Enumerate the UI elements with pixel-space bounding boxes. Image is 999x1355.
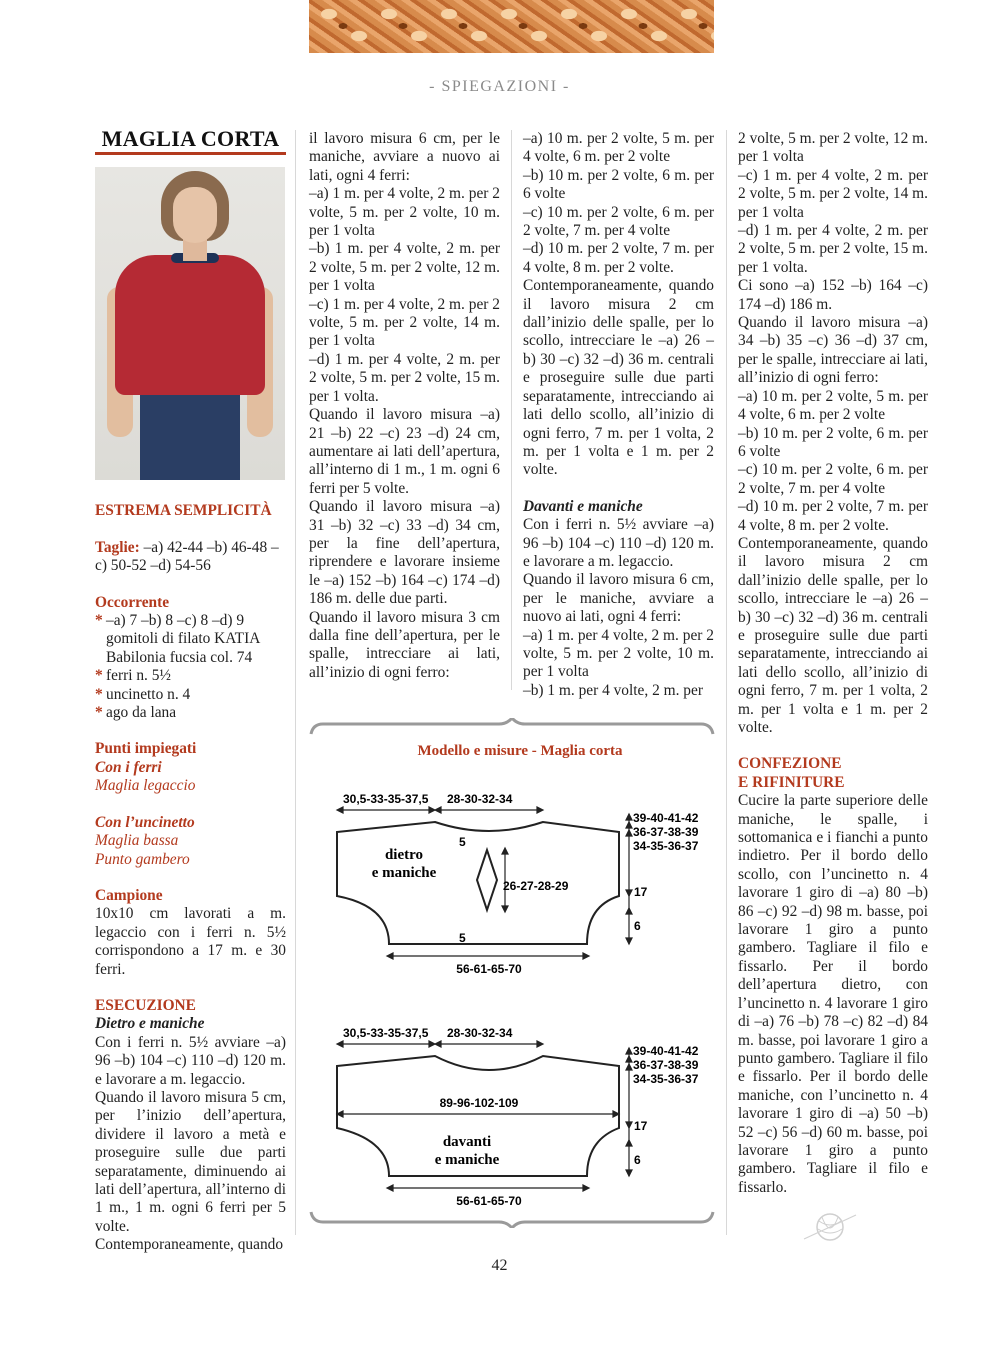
col2-para: Quando il lavoro misura –a) 31 –b) 32 –c) 33 –d) 34 cm, per la fine dell’apertura, riprendere e lavorare insieme le –a) 152 –b) 164 –c) 174 –d) 186 m. delle due parti. (309, 498, 500, 608)
header-yarn-photo (309, 0, 714, 53)
column-3 (523, 130, 714, 700)
col4-para: Ci sono –a) 152 –b) 164 –c) 174 –d) 186 m. (738, 277, 928, 313)
front-top-left-label: 30,5-33-35-37,5 (343, 1026, 429, 1040)
subtitle: ESTREMA SEMPLICITÀ (95, 502, 272, 520)
back-name-2: e maniche (371, 865, 437, 881)
col3-para: –b) 1 m. per 4 volte, 2 m. per (523, 681, 703, 699)
col4-para: –b) 10 m. per 2 volte, 6 m. per 6 volte (738, 424, 928, 460)
punti-unc-2: Punto gambero (95, 850, 190, 868)
taglie (95, 539, 286, 576)
col2-para: Quando il lavoro misura –a) 21 –b) 22 –c) 23 –d) 24 cm, aumentare ai lati dell’apertura, all’interno di 1 m., 1 m. ogni 6 ferri per 5 volte. (309, 406, 500, 497)
col4-para: –a) 10 m. per 2 volte, 5 m. per 4 volte, 6 m. per 2 volte (738, 387, 928, 424)
col3-para: –b) 10 m. per 2 volte, 6 m. per 6 volte (523, 166, 714, 203)
back-right-label-3: 34-35-36-37 (633, 839, 699, 853)
col2-para: Quando il lavoro misura 3 cm dalla fine dell’apertura, per le spalle, intrecciare ai lati, all’inizio di ogni ferro: (309, 608, 500, 681)
back-opening-label: 26-27-28-29 (503, 879, 569, 893)
col3-para: Con i ferri n. 5½ avviare –a) 96 –b) 104 –c) 110 –d) 120 m. e lavorare a m. legaccio. (523, 516, 714, 570)
punti-ferri-label: Con i ferri (95, 758, 162, 776)
column-divider (511, 130, 512, 690)
column-2 (309, 130, 500, 682)
occorrente-item: * ago da lana (95, 704, 177, 722)
col3-para: –c) 10 m. per 2 volte, 6 m. per 2 volte, 7 m. per 4 volte (523, 203, 714, 240)
front-6-label: 6 (634, 1153, 641, 1167)
confezione-title-2: E RIFINITURE (738, 773, 845, 791)
pattern-title: MAGLIA CORTA (101, 126, 280, 151)
col2-para: il lavoro misura 6 cm, per le maniche, avviare a nuovo ai lati, ogni 4 ferri: (309, 130, 500, 184)
column-left (95, 126, 286, 1255)
back-top-left-label: 30,5-33-35-37,5 (343, 792, 429, 806)
back-6-label: 6 (634, 919, 641, 933)
column-divider (295, 130, 296, 1235)
davanti-title: Davanti e maniche (523, 497, 643, 515)
back-right-label-1: 39-40-41-42 (633, 811, 699, 825)
back-five-top: 5 (459, 835, 466, 849)
col2-para: –d) 1 m. per 4 volte, 2 m. per 2 volte, 5 m. per 2 volte, 15 m. per 1 volta. (309, 350, 500, 405)
col2-para: –b) 1 m. per 4 volte, 2 m. per 2 volte, 5 m. per 2 volte, 12 m. per 1 volta (309, 240, 500, 295)
front-top-mid-label: 28-30-32-34 (447, 1026, 513, 1040)
front-width-label: 89-96-102-109 (439, 1096, 519, 1110)
punti-unc-label: Con l’uncinetto (95, 813, 195, 831)
col4-para: –c) 10 m. per 2 volte, 6 m. per 2 volte, 7 m. per 4 volte (738, 461, 928, 497)
front-name-1: davanti (442, 1134, 492, 1150)
back-bottom-label: 56-61-65-70 (456, 962, 522, 976)
taglie-label: Taglie: (95, 538, 140, 556)
col4-para: –d) 1 m. per 4 volte, 2 m. per 2 volte, 5 m. per 2 volte, 15 m. per 1 volta. (738, 222, 928, 276)
col4-para: –c) 1 m. per 4 volte, 2 m. per 2 volte, 5 m. per 2 volte, 14 m. per 1 volta (738, 166, 928, 221)
front-bottom-label: 56-61-65-70 (456, 1194, 522, 1208)
col4-para: –d) 10 m. per 2 volte, 7 m. per 4 volte, 8 m. per 2 volte. (738, 498, 928, 534)
col4-para: Contemporaneamente, quando il lavoro misura 2 cm dall’inizio delle spalle, per lo scollo, intrecciare le –a) 26 –b) 30 –c) 32 –d) 36 m. centrali e proseguire sulle due parti separatamente, intrecciando ai lati dello scollo, all’inizio di ogni ferro, 7 m. per 1 volta, 2 m. per 1 volta e 1 m. per 2 volte. (738, 534, 928, 736)
title-rule (95, 152, 286, 155)
diagram-svg (309, 718, 715, 1228)
col3-para: –d) 10 m. per 2 volte, 7 m. per 4 volte, 8 m. per 2 volte. (523, 240, 714, 276)
section-label: - SPIEGAZIONI - (429, 78, 570, 95)
page-number: 42 (491, 1257, 508, 1274)
col4-para: Quando il lavoro misura –a) 34 –b) 35 –c) 36 –d) 37 cm, per le spalle, intrecciare ai lati, all’inizio di ogni ferro: (738, 314, 928, 387)
col3-para: –a) 1 m. per 4 volte, 2 m. per 2 volte, 5 m. per 2 volte, 10 m. per 1 volta (523, 626, 714, 681)
dietro-title: Dietro e maniche (95, 1015, 205, 1033)
dietro-p2: Quando il lavoro misura 5 cm, per l’inizio dell’apertura, dividere il lavoro a metà e proseguire sulle due parti separatamente, diminuendo ai lati dell’apertura, all’interno di 1 m., 1 m. ogni 6 ferri per 5 volte. (95, 1088, 286, 1235)
col3-para: Quando il lavoro misura 6 cm, per le maniche, avviare a nuovo ai lati, ogni 4 ferri: (523, 571, 714, 626)
back-17-label: 17 (634, 885, 648, 899)
diagram-title: Modello e misure - Maglia corta (417, 743, 623, 759)
occorrente-item: * ferri n. 5½ (95, 667, 171, 685)
col4-para: 2 volte, 5 m. per 2 volte, 12 m. per 1 volta (738, 130, 928, 166)
measurement-diagram (309, 718, 715, 1228)
back-right-label-2: 36-37-38-39 (633, 825, 699, 839)
punti-title: Punti impiegati (95, 740, 197, 758)
occorrente-item: * uncinetto n. 4 (95, 685, 191, 703)
col2-para: –c) 1 m. per 4 volte, 2 m. per 2 volte, 5 m. per 2 volte, 14 m. per 1 volta (309, 295, 500, 350)
taglie-text: –a) 42-44 –b) 46-48 –c) 50-52 –d) 54-56 (95, 538, 279, 575)
front-right-label-3: 34-35-36-37 (633, 1072, 699, 1086)
column-4 (738, 130, 928, 1245)
front-name-2: e maniche (434, 1152, 500, 1168)
front-right-label-1: 39-40-41-42 (633, 1044, 699, 1058)
occorrente-title: Occorrente (95, 593, 170, 611)
confezione-text: Cucire la parte superiore delle maniche, le spalle, i sottomanica e i fianchi a punto indietro. Per il bordo dello scollo, con l’uncinetto n. 4 lavorare 1 giro di –a) 80 –b) 86 –c) 92 –d) 98 m. basse, poi lavorare 1 giro a punto gambero. Tagliare il filo e fissarlo. Per il bordo dell’apertura dietro, con l’uncinetto n. 4 lavorare 1 giro di –a) 76 –b) 78 –c) 82 –d) 84 m. basse, poi lavorare 1 giro a punto gambero. Tagliare il filo e fissarlo. Per il bordo delle maniche, con l’uncinetto n. 4 lavorare 1 giro di –a) 50 –b) 52 –c) 56 –d) 60 m. basse, poi lavorare 1 giro a punto gambero. Tagliare il filo e fissarlo. (738, 792, 928, 1196)
col3-para: Contemporaneamente, quando il lavoro misura 2 cm dall’inizio delle spalle, per lo scollo, intrecciare le –a) 26 –b) 30 –c) 32 –d) 36 m. centrali e proseguire sulle due parti separatamente, intrecciando ai lati dello scollo, all’inizio di ogni ferro, 7 m. per 1 volta, 2 m. per 1 volta e 1 m. per 2 volte. (523, 277, 714, 479)
punti-unc-1: Maglia bassa (95, 832, 179, 850)
col2-para: –a) 1 m. per 4 volte, 2 m. per 2 volte, 5 m. per 2 volte, 10 m. per 1 volta (309, 185, 500, 240)
back-name-1: dietro (384, 847, 424, 863)
punti-ferri: Maglia legaccio (95, 777, 196, 795)
back-five-bottom: 5 (459, 931, 466, 945)
col3-para: –a) 10 m. per 2 volte, 5 m. per 4 volte, 6 m. per 2 volte (523, 130, 714, 166)
front-right-label-2: 36-37-38-39 (633, 1058, 699, 1072)
campione-title: Campione (95, 886, 163, 904)
dietro-p1: Con i ferri n. 5½ avviare –a) 96 –b) 104 –c) 110 –d) 120 m. e lavorare a m. legaccio. (95, 1033, 286, 1088)
back-piece-outline (337, 822, 619, 944)
campione-text: 10x10 cm lavorati a m. legaccio con i ferri n. 5½ corrispondono a 17 m. e 30 ferri. (95, 905, 286, 978)
esecuzione-title: ESECUZIONE (95, 996, 196, 1014)
front-17-label: 17 (634, 1119, 648, 1133)
yarn-ball-icon (800, 1209, 860, 1245)
column-divider (726, 130, 727, 1235)
confezione-title: CONFEZIONE (738, 755, 842, 773)
model-photo (95, 167, 285, 480)
dietro-p3: Contemporaneamente, quando (95, 1236, 284, 1254)
occorrente-item: * –a) 7 –b) 8 –c) 8 –d) 9 gomitoli di filato KATIA Babilonia fucsia col. 74 (95, 612, 260, 666)
back-top-mid-label: 28-30-32-34 (447, 792, 513, 806)
